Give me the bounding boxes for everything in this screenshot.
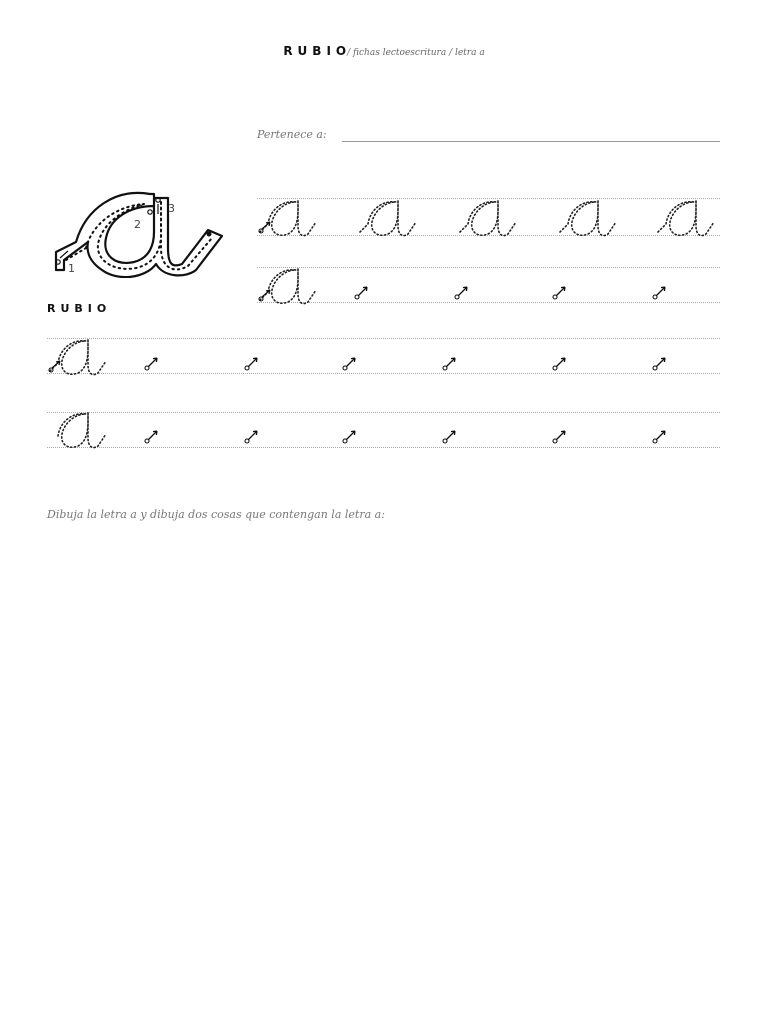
name-writing-line[interactable] [342,141,720,142]
guideline [257,302,720,303]
dotted-letter-a[interactable] [256,196,320,238]
dotted-letter-a[interactable] [654,196,718,238]
guideline [257,267,720,268]
start-arrow-icon [244,428,260,444]
start-arrow-icon [652,428,668,444]
start-arrow-icon [244,355,260,371]
start-arrow-icon [552,284,568,300]
page-subtitle: / fichas lectoescritura / letra a [347,48,485,58]
model-brand: RUBIO [47,302,112,315]
dotted-letter-a[interactable] [256,264,320,306]
start-arrow-icon [552,428,568,444]
step-number-2: 2 [134,218,141,231]
start-arrow-icon [442,428,458,444]
dotted-letter-a[interactable] [556,196,620,238]
start-arrow-icon [552,355,568,371]
drawing-instruction: Dibuja la letra a y dibuja dos cosas que contengan la letra a: [47,508,385,521]
guideline [47,412,720,413]
page-header [0,40,768,59]
dotted-letter-a[interactable] [356,196,420,238]
start-arrow-icon [652,284,668,300]
guideline [47,338,720,339]
dotted-letter-a[interactable] [456,196,520,238]
dotted-letter-a[interactable] [46,408,110,450]
guideline [47,373,720,374]
dotted-letter-a[interactable] [46,335,110,377]
guideline [47,447,720,448]
start-arrow-icon [342,355,358,371]
start-arrow-icon [342,428,358,444]
drawing-area[interactable] [47,535,720,995]
model-letter-a [46,188,226,278]
start-arrow-icon [454,284,470,300]
start-arrow-icon [144,428,160,444]
start-arrow-icon [144,355,160,371]
start-arrow-icon [652,355,668,371]
belongs-to-label: Pertenece a: [257,128,327,141]
start-arrow-icon [442,355,458,371]
step-number-3: 3 [168,202,175,215]
step-number-1: 1 [68,262,75,275]
start-arrow-icon [354,284,370,300]
brand-logo: RUBIO [283,44,352,58]
